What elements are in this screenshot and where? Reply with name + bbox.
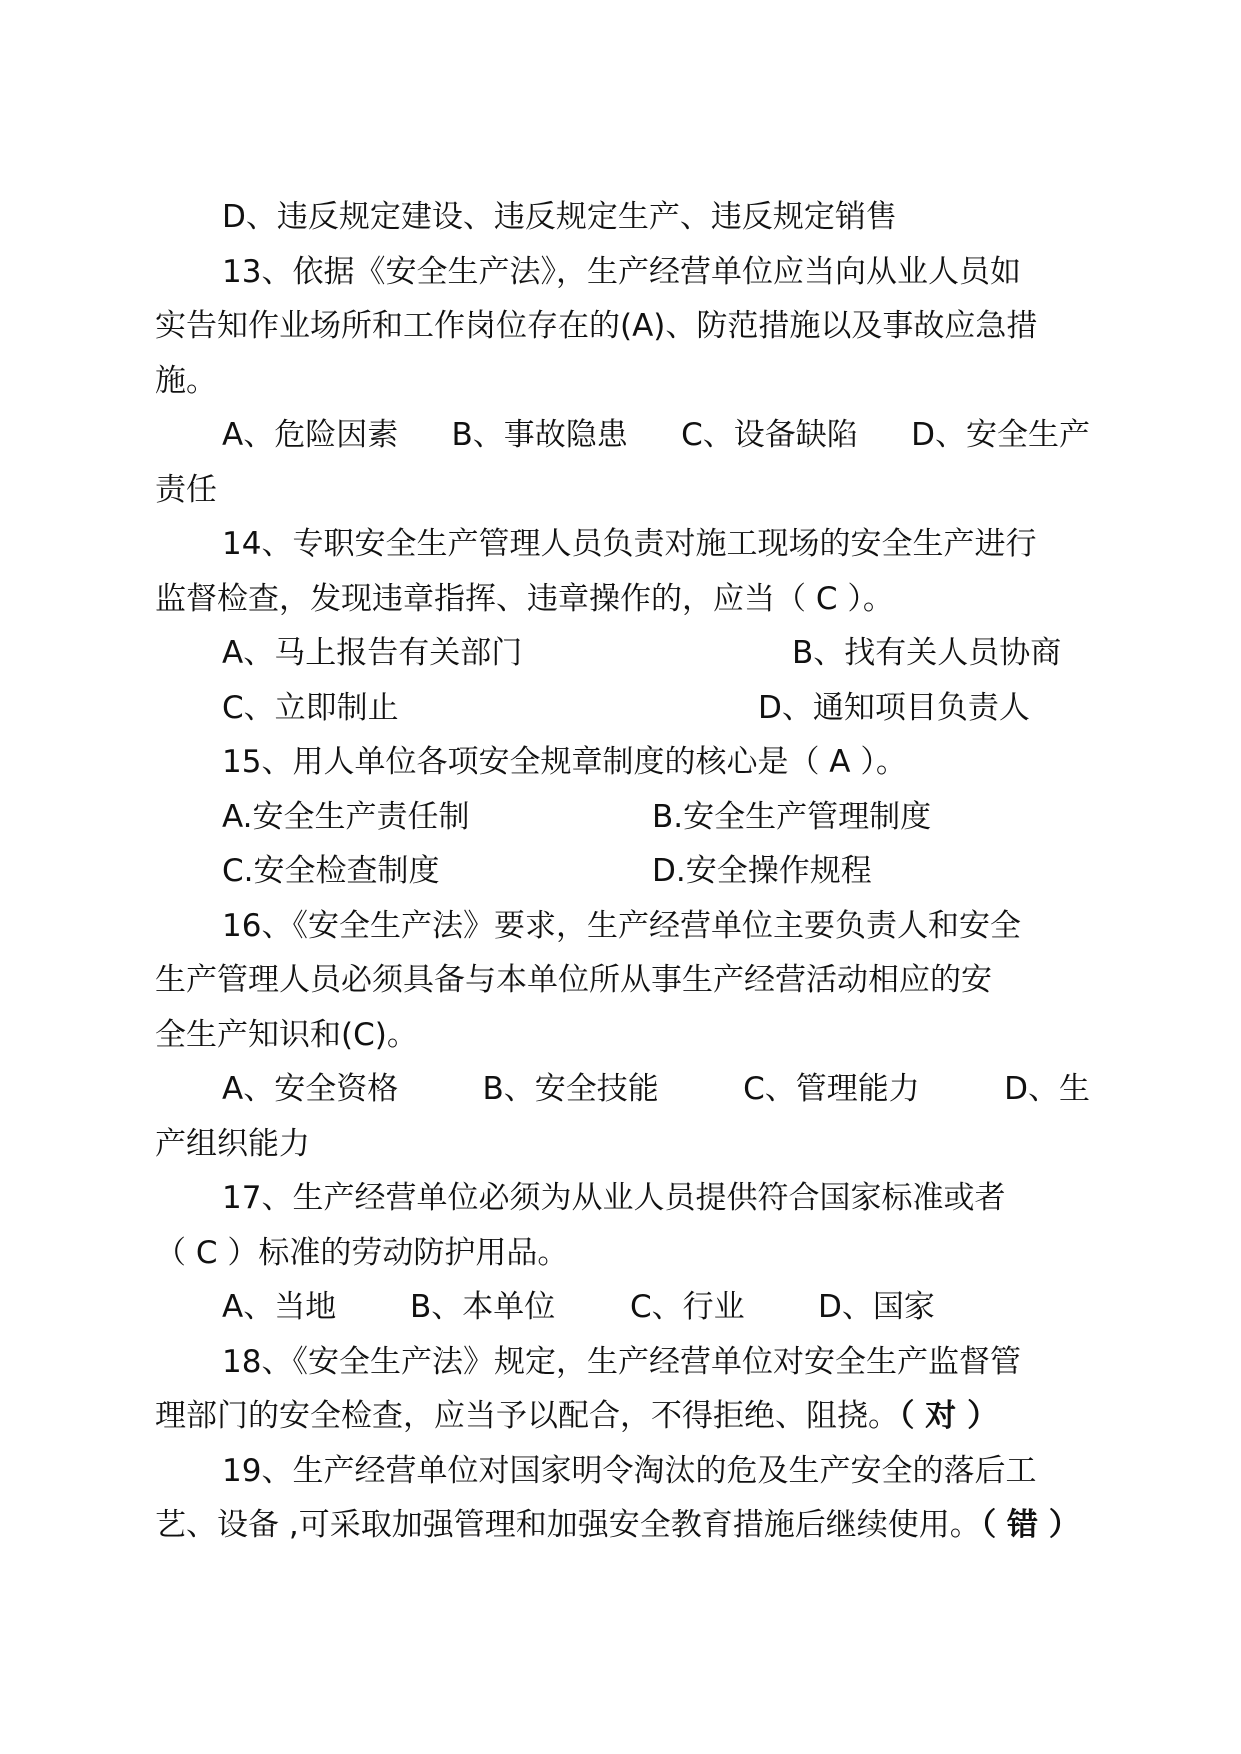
q18-stem-line-1: 18、《安全生产法》规定，生产经营单位对安全生产监督管 [222, 1343, 1021, 1380]
q13-options [155, 408, 1090, 463]
q13-stem-line-1: 13、依据《安全生产法》，生产经营单位应当向从业人员如 [222, 253, 1021, 290]
q15-options-row-2 [155, 844, 1090, 899]
document-body [155, 190, 1090, 1553]
q16-option-b: B、安全技能 [482, 1071, 659, 1107]
q17-option-b: B、本单位 [410, 1289, 556, 1325]
q18-stem-line-2 [155, 1389, 1090, 1444]
q14-stem-line-1: 14、专职安全生产管理人员负责对施工现场的安全生产进行 [222, 526, 1037, 562]
q17-options [155, 1280, 1090, 1335]
q16-stem-line-2: 生产管理人员必须具备与本单位所从事生产经营活动相应的安 [155, 962, 992, 998]
q15-option-d: D.安全操作规程 [652, 853, 872, 889]
q17-stem-line-2: （ C ）标准的劳动防护用品。 [155, 1234, 569, 1271]
q15-option-c: C.安全检查制度 [222, 853, 440, 889]
q14-option-b: B、找有关人员协商 [792, 635, 1062, 671]
q16-stem-line-3: 全生产知识和(C)。 [155, 1016, 418, 1053]
q12-option-d: D、违反规定建设、违反规定生产、违反规定销售 [222, 199, 897, 235]
q13-option-d: D、安全生产 [911, 417, 1090, 453]
q13-option-a: A、危险因素 [222, 417, 399, 453]
q16-options [155, 1062, 1090, 1117]
q14-option-c: C、立即制止 [222, 689, 399, 726]
q15-option-b: B.安全生产管理制度 [652, 798, 932, 835]
q17-option-c: C、行业 [630, 1289, 745, 1325]
q13-stem-line-2: 实告知作业场所和工作岗位存在的(A)、防范措施以及事故应急措 [155, 308, 1038, 344]
q14-option-a: A、马上报告有关部门 [222, 635, 523, 671]
q15-options-row-1 [155, 790, 1090, 845]
q14-option-d: D、通知项目负责人 [758, 689, 1030, 726]
q13-stem-line-3: 施。 [155, 362, 217, 399]
q16-option-d-continued: 产组织能力 [155, 1125, 310, 1162]
q16-option-a: A、安全资格 [222, 1071, 399, 1107]
q18-answer: （ 对 ） [899, 1398, 999, 1434]
q16-stem-line-1: 16、《安全生产法》要求，生产经营单位主要负责人和安全 [222, 907, 1021, 944]
q17-option-d: D、国家 [818, 1289, 935, 1325]
q14-options-row-2 [155, 681, 1090, 736]
q15-option-a: A.安全生产责任制 [222, 798, 470, 835]
q17-stem-line-1: 17、生产经营单位必须为从业人员提供符合国家标准或者 [222, 1180, 1006, 1216]
q13-option-d-continued: 责任 [155, 471, 217, 508]
q19-stem-line-2 [155, 1498, 1090, 1553]
q14-options-row-1 [155, 626, 1090, 681]
q19-stem-line-1: 19、生产经营单位对国家明令淘汰的危及生产安全的落后工 [222, 1452, 1037, 1489]
q18-stem-text: 理部门的安全检查，应当予以配合，不得拒绝、阻挠。 [155, 1398, 899, 1434]
q19-stem-text: 艺、设备 ,可采取加强管理和加强安全教育措施后继续使用。 [155, 1507, 981, 1543]
q16-option-d: D、生 [1004, 1071, 1090, 1107]
q13-option-c: C、设备缺陷 [681, 417, 858, 453]
q15-stem-line-1: 15、用人单位各项安全规章制度的核心是（ A ）。 [222, 744, 907, 780]
q16-option-c: C、管理能力 [743, 1071, 920, 1107]
q14-stem-line-2: 监督检查，发现违章指挥、违章操作的，应当（ C ）。 [155, 580, 894, 617]
q13-option-b: B、事故隐患 [451, 417, 628, 453]
q17-option-a: A、当地 [222, 1289, 337, 1325]
q19-answer: （ 错 ） [980, 1507, 1080, 1543]
